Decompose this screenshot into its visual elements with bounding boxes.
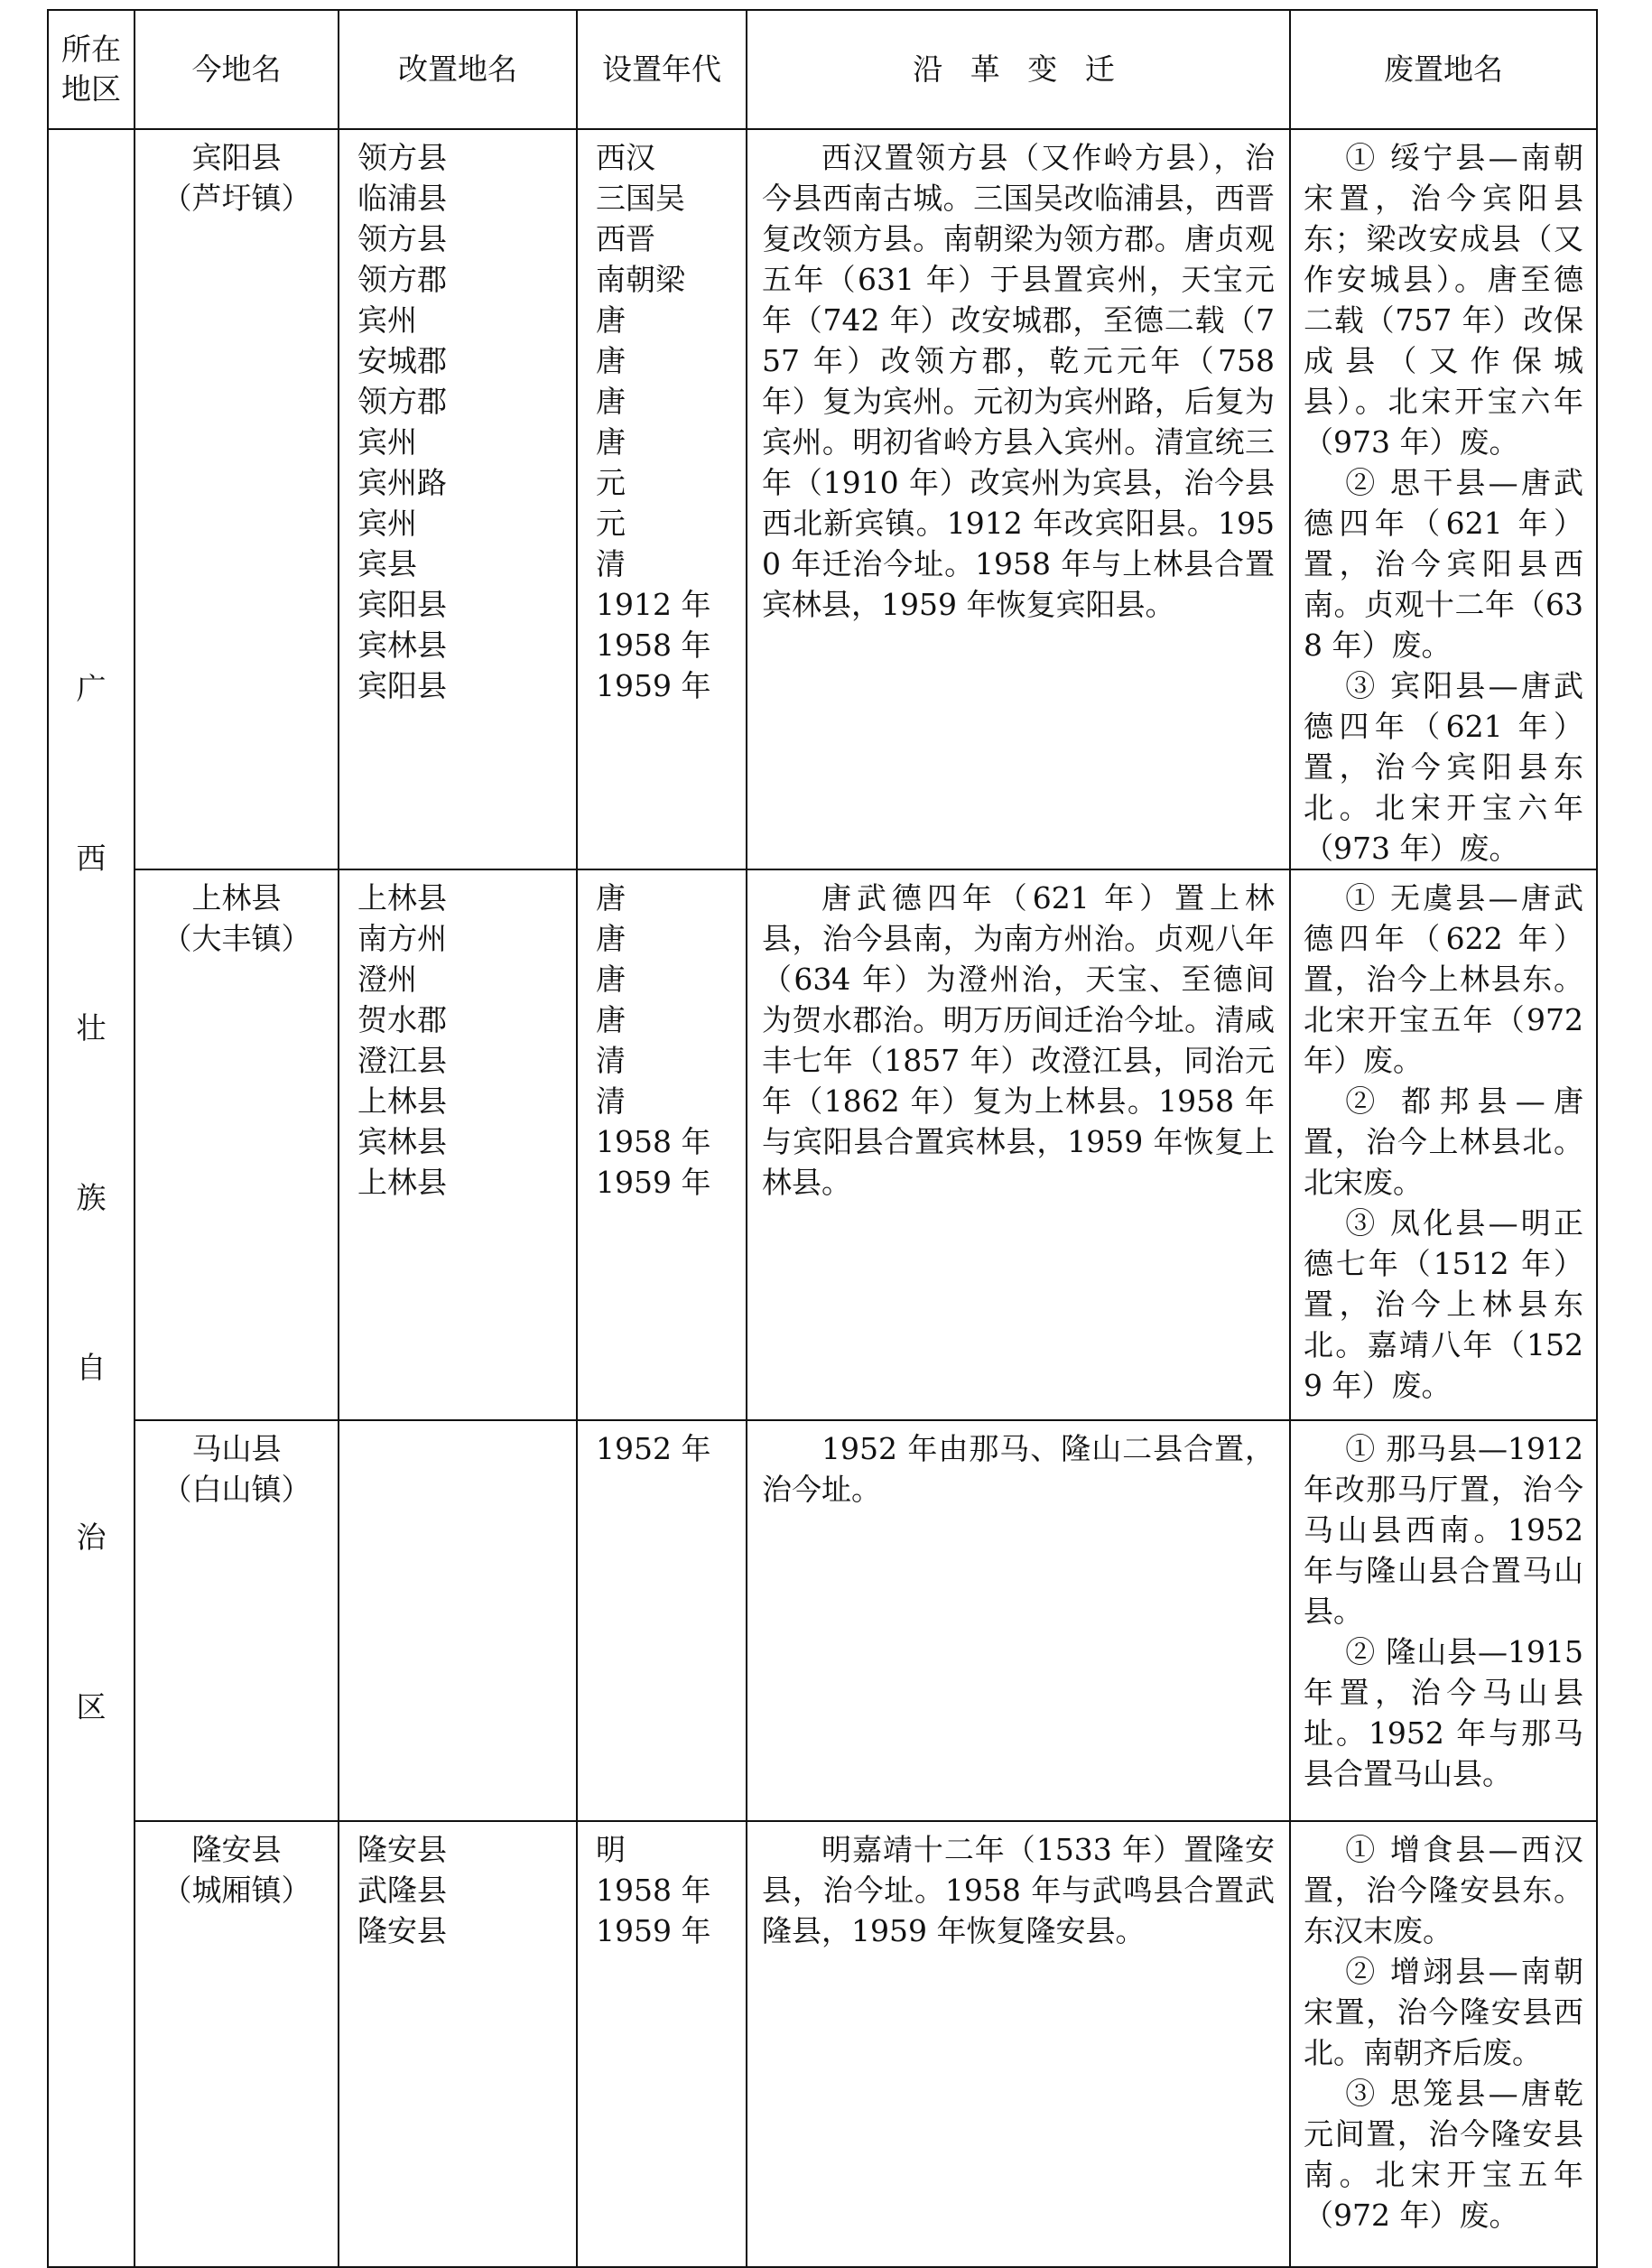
list-item: 武隆县	[357, 1873, 447, 1908]
list-item: 南方州	[357, 921, 447, 956]
county-seat: （白山镇）	[162, 1472, 311, 1507]
abolished-cell	[1290, 869, 1597, 1420]
history-cell: 明嘉靖十二年（1533 年）置隆安县，治今址。1958 年与武鸣县合置武隆县，1959 年恢复隆安县。	[747, 1821, 1290, 2267]
eras-cell	[577, 129, 747, 869]
list-item: 南朝梁	[596, 262, 685, 297]
list-item: 1959 年	[596, 1165, 711, 1200]
header-abolished: 废置地名	[1290, 10, 1597, 129]
abolished-entry: ① 无虞县—唐武德四年（622 年）置，治今上林县东。北宋开宝五年（972 年）废。	[1304, 880, 1583, 1078]
region-cell	[48, 129, 135, 2267]
list-item: 贺水郡	[357, 1002, 447, 1037]
region-char: 壮	[76, 1010, 107, 1046]
list-item: 唐	[596, 1002, 626, 1037]
header-region: 所在地区	[48, 10, 135, 129]
list-item: 上林县	[357, 1165, 447, 1200]
abolished-entry: ③ 凤化县—明正德七年（1512 年）置，治今上林县东北。嘉靖八年（1529 年）废。	[1304, 1205, 1583, 1403]
current-name-cell	[135, 869, 339, 1420]
list-item: 1958 年	[596, 627, 711, 663]
changed-names-cell	[339, 1420, 577, 1821]
list-item: 唐	[596, 343, 626, 378]
list-item: 1912 年	[596, 587, 711, 622]
list-item: 1952 年	[596, 1431, 711, 1466]
list-item: 宾林县	[357, 1124, 447, 1159]
list-item: 宾县	[357, 546, 417, 581]
county-seat: （芦圩镇）	[162, 181, 311, 216]
list-item: 领方县	[357, 221, 447, 256]
list-item: 1958 年	[596, 1124, 711, 1159]
table-row	[48, 1821, 1597, 2267]
list-item: 宾州	[357, 302, 417, 338]
region-char: 自	[76, 1350, 107, 1385]
list-item: 明	[596, 1832, 626, 1867]
eras-cell	[577, 869, 747, 1420]
region-char: 区	[76, 1689, 107, 1724]
current-name: 宾阳县	[191, 140, 282, 175]
list-item: 1959 年	[596, 1913, 711, 1948]
current-name-cell	[135, 1420, 339, 1821]
list-item: 1959 年	[596, 668, 711, 703]
list-item: 元	[596, 465, 626, 500]
current-name-cell	[135, 1821, 339, 2267]
list-item: 宾州	[357, 424, 417, 460]
current-name: 隆安县	[191, 1832, 282, 1867]
table-row	[48, 129, 1597, 869]
header-set-era: 设置年代	[577, 10, 747, 129]
list-item: 上林县	[357, 880, 447, 916]
history-cell: 西汉置领方县（又作岭方县），治今县西南古城。三国吴改临浦县，西晋复改领方县。南朝梁为领方郡。唐贞观五年（631 年）于县置宾州，天宝元年（742 年）改安城郡，至德二载（757 年）改领方郡，乾元元年（758 年）复为宾州。元初为宾州路，后复为宾州。明初省岭方县入宾州。清宣统三年（1910 年）改宾州为宾县，治今县西北新宾镇。1912 年改宾阳县。1950 年迁治今址。1958 年与上林县合置宾林县，1959 年恢复宾阳县。	[747, 129, 1290, 869]
abolished-entry: ① 增食县—西汉置，治今隆安县东。东汉末废。	[1304, 1832, 1583, 1948]
region-char: 西	[76, 841, 107, 876]
list-item: 隆安县	[357, 1832, 447, 1867]
list-item: 唐	[596, 384, 626, 419]
current-name: 马山县	[191, 1431, 282, 1466]
county-seat: （城厢镇）	[162, 1873, 311, 1908]
region-char: 治	[76, 1520, 107, 1555]
list-item: 清	[596, 546, 626, 581]
list-item: 西晋	[596, 221, 655, 256]
list-item: 1958 年	[596, 1873, 711, 1908]
list-item: 宾州路	[357, 465, 447, 500]
abolished-entry: ① 绥宁县—南朝宋置，治今宾阳县东；梁改安成县（又作安城县）。唐至德二载（757 年）改保成县（又作保城县）。北宋开宝六年（973 年）废。	[1304, 140, 1583, 460]
list-item: 宾州	[357, 506, 417, 541]
current-name: 上林县	[191, 880, 282, 916]
list-item: 唐	[596, 962, 626, 997]
county-seat: （大丰镇）	[162, 921, 311, 956]
abolished-entry: ① 那马县—1912 年改那马厅置，治今马山县西南。1952 年与隆山县合置马山县。	[1304, 1431, 1583, 1629]
gazetteer-table	[47, 9, 1598, 2268]
abolished-cell	[1290, 129, 1597, 869]
abolished-entry: ② 隆山县—1915 年置，治今马山县址。1952 年与那马县合置马山县。	[1304, 1634, 1583, 1791]
list-item: 领方郡	[357, 262, 447, 297]
header-current-name: 今地名	[135, 10, 339, 129]
eras-cell	[577, 1420, 747, 1821]
changed-names-cell	[339, 129, 577, 869]
eras-cell	[577, 1821, 747, 2267]
list-item: 唐	[596, 880, 626, 916]
header-history: 沿 革 变 迁	[747, 10, 1290, 129]
changed-names-cell	[339, 869, 577, 1420]
abolished-entry: ② 思干县—唐武德四年（621 年）置，治今宾阳县西南。贞观十二年（638 年）废。	[1304, 465, 1583, 663]
list-item: 领方县	[357, 140, 447, 175]
list-item: 临浦县	[357, 181, 447, 216]
list-item: 宾阳县	[357, 587, 447, 622]
list-item: 领方郡	[357, 384, 447, 419]
list-item: 宾阳县	[357, 668, 447, 703]
table-row	[48, 1420, 1597, 1821]
header-row	[48, 10, 1597, 129]
current-name-cell	[135, 129, 339, 869]
abolished-cell	[1290, 1821, 1597, 2267]
changed-names-cell	[339, 1821, 577, 2267]
list-item: 上林县	[357, 1083, 447, 1119]
list-item: 清	[596, 1083, 626, 1119]
region-char: 族	[76, 1180, 107, 1215]
abolished-entry: ③ 思笼县—唐乾元间置，治今隆安县南。北宋开宝五年（972 年）废。	[1304, 2076, 1583, 2233]
list-item: 唐	[596, 424, 626, 460]
abolished-entry: ② 增翊县—南朝宋置，治今隆安县西北。南朝齐后废。	[1304, 1954, 1583, 2070]
abolished-entry: ② 都邦县—唐置，治今上林县北。北宋废。	[1304, 1083, 1583, 1200]
list-item: 澄州	[357, 962, 417, 997]
list-item: 唐	[596, 302, 626, 338]
gazetteer-table-container	[47, 9, 1596, 2233]
list-item: 三国吴	[596, 181, 685, 216]
abolished-cell	[1290, 1420, 1597, 1821]
table-row	[48, 869, 1597, 1420]
region-char: 广	[76, 671, 107, 706]
list-item: 安城郡	[357, 343, 447, 378]
header-changed-names: 改置地名	[339, 10, 577, 129]
history-cell: 唐武德四年（621 年）置上林县，治今县南，为南方州治。贞观八年（634 年）为澄州治，天宝、至德间为贺水郡治。明万历间迁治今址。清咸丰七年（1857 年）改澄江县，同治元年（1862 年）复为上林县。1958 年与宾阳县合置宾林县，1959 年恢复上林县。	[747, 869, 1290, 1420]
list-item: 元	[596, 506, 626, 541]
list-item: 清	[596, 1043, 626, 1078]
list-item: 西汉	[596, 140, 655, 175]
list-item: 宾林县	[357, 627, 447, 663]
history-cell: 1952 年由那马、隆山二县合置，治今址。	[747, 1420, 1290, 1821]
list-item: 澄江县	[357, 1043, 447, 1078]
abolished-entry: ③ 宾阳县—唐武德四年（621 年）置，治今宾阳县东北。北宋开宝六年（973 年）废。	[1304, 668, 1583, 866]
list-item: 唐	[596, 921, 626, 956]
list-item: 隆安县	[357, 1913, 447, 1948]
